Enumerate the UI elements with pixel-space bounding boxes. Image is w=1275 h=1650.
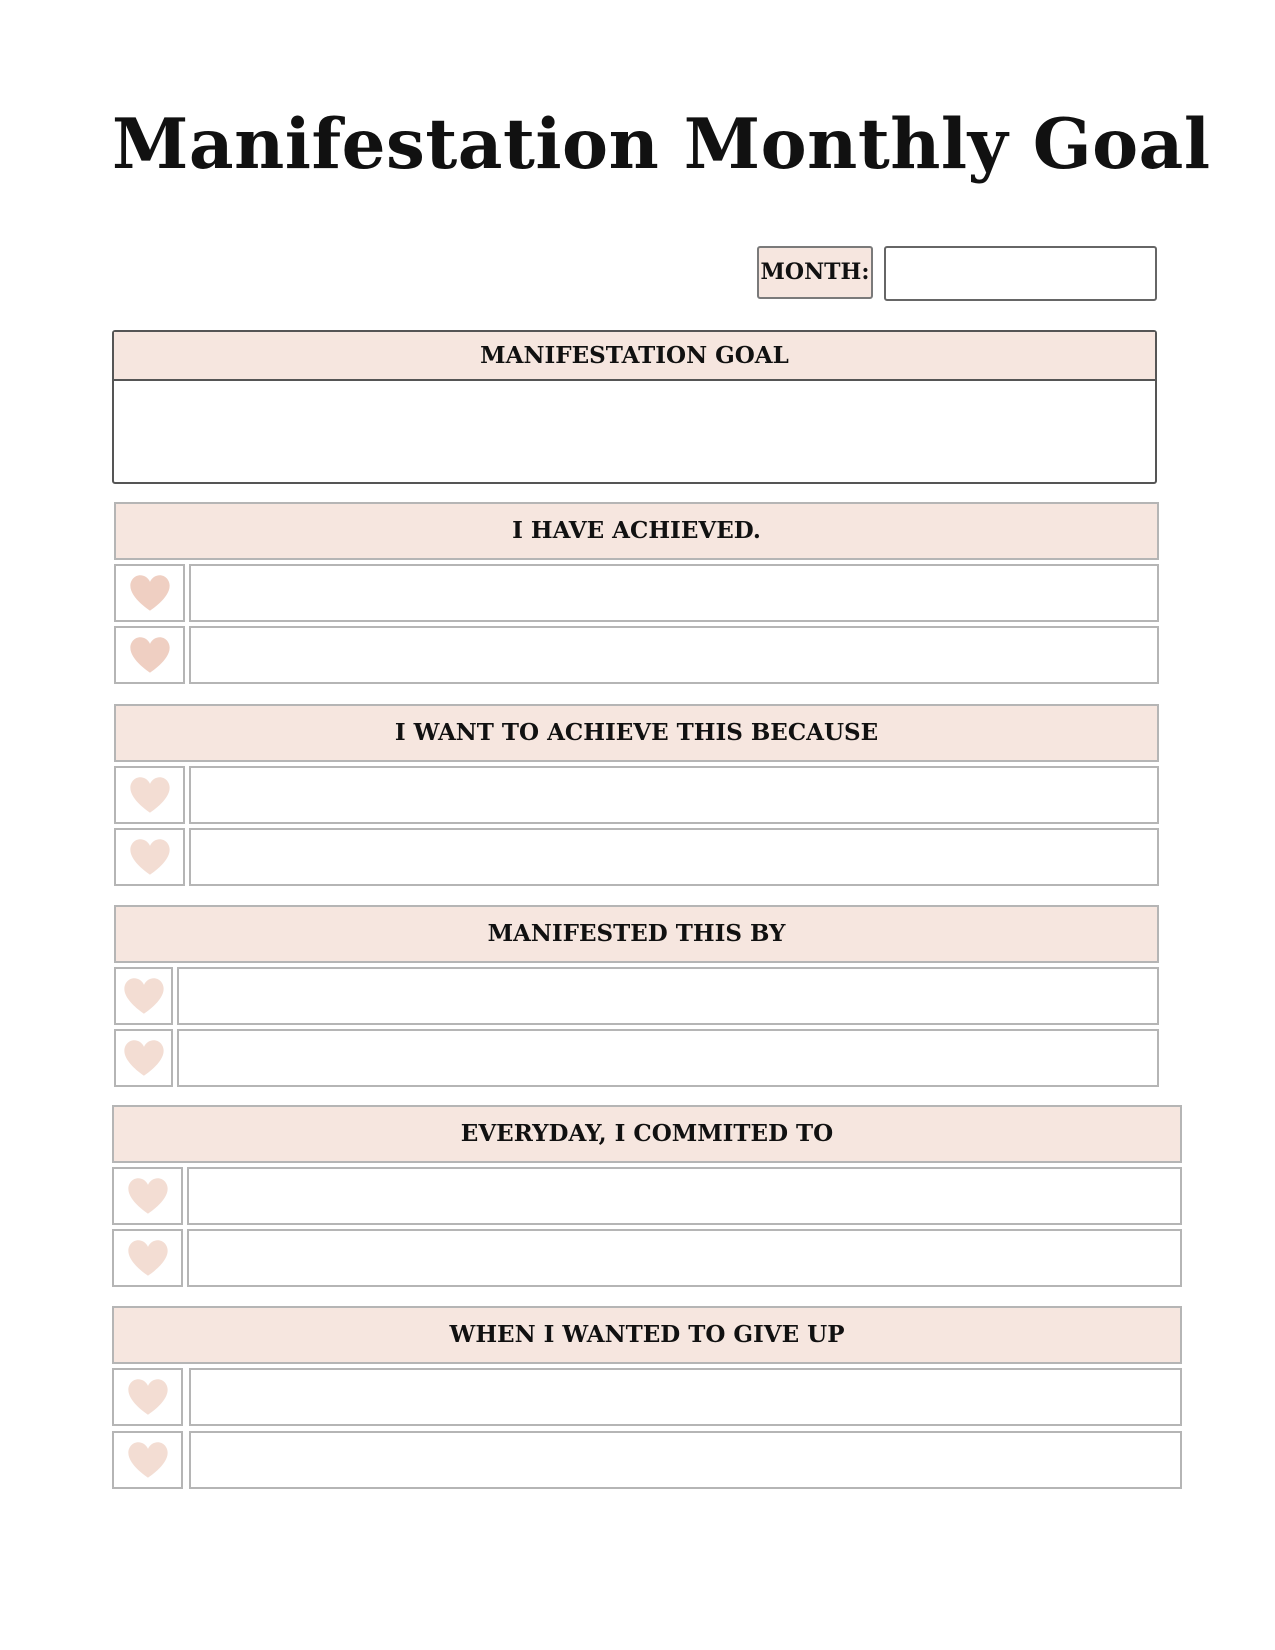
month-label: MONTH:	[757, 246, 873, 299]
committed-row-2-field[interactable]	[187, 1229, 1182, 1287]
because-heart-cell	[114, 828, 185, 886]
give-up-row-1-field[interactable]	[189, 1368, 1182, 1426]
section-header-because: I WANT TO ACHIEVE THIS BECAUSE	[114, 704, 1159, 762]
heart-icon	[129, 636, 171, 674]
heart-icon	[127, 1441, 169, 1479]
because-row-2-field[interactable]	[189, 828, 1159, 886]
section-header-achieved: I HAVE ACHIEVED.	[114, 502, 1159, 560]
section-header-manifested-by: MANIFESTED THIS BY	[114, 905, 1159, 963]
heart-icon	[127, 1378, 169, 1416]
heart-icon	[123, 977, 165, 1015]
committed-heart-cell	[112, 1229, 183, 1287]
heart-icon	[127, 1239, 169, 1277]
because-row-1-field[interactable]	[189, 766, 1159, 824]
manifestation-goal-field[interactable]	[114, 381, 1155, 484]
heart-icon	[123, 1039, 165, 1077]
heart-icon	[127, 1177, 169, 1215]
page-title: Manifestation Monthly Goal	[112, 104, 1211, 185]
section-header-give-up: WHEN I WANTED TO GIVE UP	[112, 1306, 1182, 1364]
month-field[interactable]	[884, 246, 1157, 301]
heart-icon	[129, 574, 171, 612]
achieved-heart-cell	[114, 626, 185, 684]
manifested-by-row-1-field[interactable]	[177, 967, 1159, 1025]
manifested-by-row-2-field[interactable]	[177, 1029, 1159, 1087]
committed-heart-cell	[112, 1167, 183, 1225]
achieved-row-1-field[interactable]	[189, 564, 1159, 622]
manifested-by-heart-cell	[114, 967, 173, 1025]
section-header-committed: EVERYDAY, I COMMITED TO	[112, 1105, 1182, 1163]
give-up-heart-cell	[112, 1368, 183, 1426]
heart-icon	[129, 776, 171, 814]
give-up-row-2-field[interactable]	[189, 1431, 1182, 1489]
heart-icon	[129, 838, 171, 876]
committed-row-1-field[interactable]	[187, 1167, 1182, 1225]
manifestation-goal-header: MANIFESTATION GOAL	[114, 332, 1155, 381]
manifestation-goal-box	[112, 330, 1157, 484]
achieved-row-2-field[interactable]	[189, 626, 1159, 684]
give-up-heart-cell	[112, 1431, 183, 1489]
achieved-heart-cell	[114, 564, 185, 622]
because-heart-cell	[114, 766, 185, 824]
manifested-by-heart-cell	[114, 1029, 173, 1087]
